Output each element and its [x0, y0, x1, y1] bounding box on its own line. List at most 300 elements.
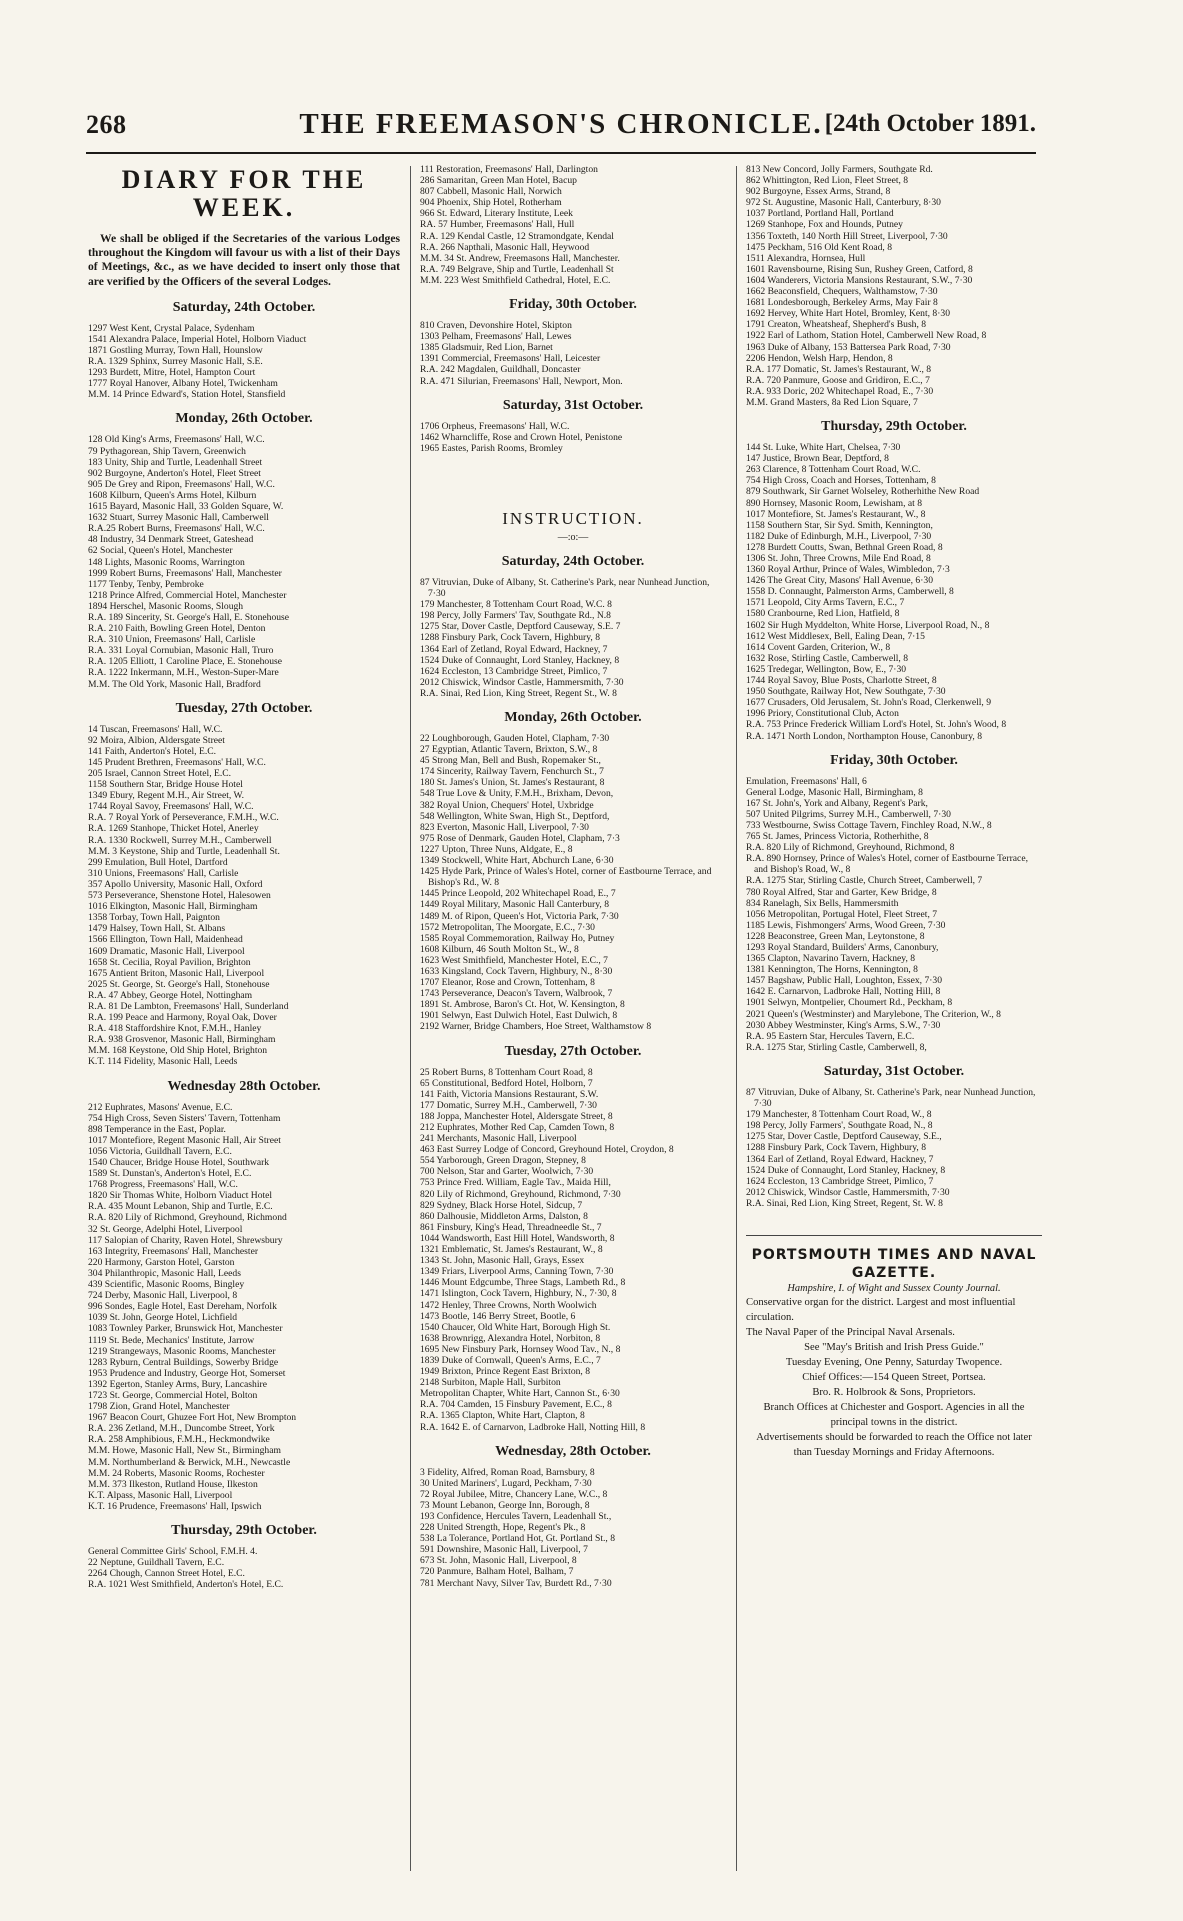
lodge-entry: R.A. 933 Doric, 202 Whitechapel Road, E., 7·30 — [746, 385, 934, 397]
lodge-entry: 1614 Covent Garden, Criterion, W., 8 — [746, 641, 891, 653]
lodge-entry: 2012 Chiswick, Windsor Castle, Hammersmith, 7·30 — [420, 676, 624, 688]
lodge-entry: 1218 Prince Alfred, Commercial Hotel, Manchester — [88, 589, 287, 601]
lodge-entry: 1949 Brixton, Prince Regent East Brixton, 8 — [420, 1366, 591, 1378]
lodge-entry: 1283 Ryburn, Central Buildings, Sowerby Bridge — [88, 1356, 279, 1368]
lodge-entry: 1479 Halsey, Town Hall, St. Albans — [88, 923, 226, 935]
lodge-entry: 905 De Grey and Ripon, Freemasons' Hall, W.C. — [88, 478, 275, 490]
lodge-entry: 79 Pythagorean, Ship Tavern, Greenwich — [88, 445, 246, 457]
day-heading: Friday, 30th October. — [509, 297, 637, 313]
thursday-list — [746, 442, 1042, 742]
lodge-entry: 141 Faith, Victoria Mansions Restaurant, S.W. — [420, 1088, 599, 1100]
lodge-entry: R.A. 129 Kendal Castle, 12 Stramondgate, Kendal — [420, 230, 614, 242]
lodge-entry: 1820 Sir Thomas White, Holborn Viaduct Hotel — [88, 1190, 273, 1202]
lodge-entry: 25 Robert Burns, 8 Tottenham Court Road, 8 — [420, 1066, 593, 1078]
lodge-entry: 48 Industry, 34 Denmark Street, Gateshead — [88, 534, 254, 546]
lodge-entry: 1839 Duke of Cornwall, Queen's Arms, E.C., 7 — [420, 1354, 601, 1366]
lodge-entry: 975 Rose of Denmark, Gauden Hotel, Clapham, 7·3 — [420, 832, 620, 844]
lodge-entry: K.T. 16 Prudence, Freemasons' Hall, Ipswich — [88, 1500, 262, 1512]
lodge-entry: 212 Euphrates, Mother Red Cap, Camden Town, 8 — [420, 1122, 615, 1133]
lodge-entry: 1524 Duke of Connaught, Lord Stanley, Hackney, 8 — [746, 1164, 946, 1176]
column-rule — [410, 166, 411, 1871]
lodge-entry: R.A. 418 Staffordshire Knot, F.M.H., Hanley — [88, 1023, 262, 1035]
lodge-entry: 996 Sondes, Eagle Hotel, East Dereham, Norfolk — [88, 1301, 277, 1313]
lodge-entry: 2264 Chough, Cannon Street Hotel, E.C. — [88, 1568, 245, 1580]
lodge-entry: 1677 Crusaders, Old Jerusalem, St. John's Road, Clerkenwell, 9 — [746, 697, 992, 709]
diary-intro: We shall be obliged if the Secretaries of the various Lodges throughout the Kingdom will favour us with a list of their Days of Meetings, &c., as we have decided to insert only those that are verified by the Officers of the several Lodges. — [88, 232, 400, 288]
lodge-entry: 1306 St. John, Three Crowns, Mile End Road, 8 — [746, 553, 931, 564]
lodge-entry: 1119 St. Bede, Mechanics' Institute, Jarrow — [88, 1334, 255, 1346]
lodge-entry: 382 Royal Union, Chequers' Hotel, Uxbridge — [420, 799, 594, 811]
lodge-entry: 357 Apollo University, Masonic Hall, Oxford — [88, 878, 263, 890]
lodge-entry: R.A. 820 Lily of Richmond, Greyhound, Richmond — [88, 1212, 287, 1224]
lodge-entry: 1744 Royal Savoy, Freemasons' Hall, W.C. — [88, 801, 254, 813]
lodge-entry: 1083 Townley Parker, Brunswick Hot, Manchester — [88, 1323, 283, 1335]
lodge-entry: 2192 Warner, Bridge Chambers, Hoe Street, Walthamstow 8 — [420, 1021, 652, 1033]
lodge-entry: R.A. 177 Domatic, St. James's Restaurant, W., 8 — [746, 363, 932, 375]
lodge-entry: 1462 Wharncliffe, Rose and Crown Hotel, Penistone — [420, 431, 623, 443]
page-date: [24th October 1891. — [824, 110, 1036, 137]
lodge-entry: 205 Israel, Cannon Street Hotel, E.C. — [88, 768, 232, 779]
lodge-entry: R.A. 1642 E. of Carnarvon, Ladbroke Hall, Notting Hill, 8 — [420, 1421, 646, 1433]
lodge-entry: 1445 Prince Leopold, 202 Whitechapel Road, E., 7 — [420, 888, 616, 900]
ad-text: Tuesday Evening, One Penny, Saturday Twopence. — [785, 1356, 1003, 1368]
lodge-entry: 167 St. John's, York and Albany, Regent's Park, — [746, 797, 928, 809]
page-header — [86, 104, 1036, 154]
lodge-entry: 128 Old King's Arms, Freemasons' Hall, W.C. — [88, 434, 265, 446]
lodge-entry: M.M. 34 St. Andrew, Freemasons Hall, Manchester. — [420, 252, 620, 264]
lodge-entry: General Committee Girls' School, F.M.H. 4. — [88, 1546, 258, 1557]
lodge-entry: 1681 Londesborough, Berkeley Arms, May Fair 8 — [746, 297, 938, 309]
lodge-entry: 163 Integrity, Freemasons' Hall, Manchester — [88, 1245, 259, 1257]
day-heading: Monday, 26th October. — [175, 411, 313, 427]
lodge-entry: 1446 Mount Edgcumbe, Three Stags, Lambeth Rd., 8 — [420, 1277, 626, 1289]
lodge-entry: 241 Merchants, Masonic Hall, Liverpool — [420, 1133, 577, 1145]
ad-text: Bro. R. Holbrook & Sons, Proprietors. — [812, 1386, 976, 1398]
column-rule — [736, 166, 737, 1871]
lodge-entry: 548 Wellington, White Swan, High St., Deptford, — [420, 810, 610, 822]
page-title: THE FREEMASON'S CHRONICLE. — [299, 108, 823, 140]
lodge-entry: 1425 Hyde Park, Prince of Wales's Hotel, corner of Eastbourne Terrace, and Bishop's Rd., W. 8 — [420, 866, 712, 889]
friday-list — [420, 320, 726, 387]
day-heading: Saturday, 24th October. — [501, 553, 645, 569]
lodge-entry: R.A. 720 Panmure, Goose and Gridiron, E.C., 7 — [746, 374, 930, 386]
advertisement — [746, 1235, 1042, 1460]
lodge-entry: 1227 Upton, Three Nuns, Aldgate, E., 8 — [420, 843, 573, 855]
lodge-entry: 1601 Ravensbourne, Rising Sun, Rushey Green, Catford, 8 — [746, 263, 973, 275]
lodge-entry: 193 Confidence, Hercules Tavern, Leadenhall St., — [420, 1511, 612, 1522]
lodge-entry: 1056 Metropolitan, Portugal Hotel, Fleet Street, 7 — [746, 908, 938, 920]
diary-days — [88, 299, 400, 1591]
lodge-entry: 1158 Southern Star, Sir Syd. Smith, Kennington, — [746, 519, 933, 531]
lodge-entry: 1963 Duke of Albany, 153 Battersea Park Road, 7·30 — [746, 341, 951, 353]
lodge-entry: R.A. 199 Peace and Harmony, Royal Oak, Dover — [88, 1012, 277, 1024]
day-heading: Wednesday 28th October. — [167, 1078, 321, 1094]
lodge-entry: 1558 D. Connaught, Palmerston Arms, Camberwell, 8 — [746, 586, 954, 598]
lodge-entry: 45 Strong Man, Bell and Bush, Ropemaker St., — [420, 755, 601, 767]
lodge-entry: 1580 Cranbourne, Red Lion, Hatfield, 8 — [746, 608, 900, 620]
lodge-entry: 781 Merchant Navy, Silver Tav, Burdett Rd., 7·30 — [420, 1577, 612, 1589]
lodge-entry: 183 Unity, Ship and Turtle, Leadenhall Street — [88, 456, 263, 468]
day-heading: Thursday, 29th October. — [821, 419, 967, 435]
lodge-entry: R.A. 242 Magdalen, Guildhall, Doncaster — [420, 364, 581, 376]
lodge-entry: R.A. 1205 Elliott, 1 Caroline Place, E. Stonehouse — [88, 656, 282, 668]
lodge-entry: R.A. 1330 Rockwell, Surrey M.H., Camberwell — [88, 834, 272, 846]
lodge-entry: 1293 Burdett, Mitre, Hotel, Hampton Court — [88, 367, 256, 379]
day-heading: Wednesday, 28th October. — [495, 1443, 651, 1459]
lodge-entry: 212 Euphrates, Masons' Avenue, E.C. — [88, 1101, 233, 1113]
lodge-entry: 1996 Priory, Constitutional Club, Acton — [746, 708, 899, 720]
lodge-entry: 591 Downshire, Masonic Hall, Liverpool, 7 — [420, 1544, 588, 1556]
lodge-entry: R.A. 310 Union, Freemasons' Hall, Carlisle — [88, 634, 256, 646]
lodge-entry: 1278 Burdett Coutts, Swan, Bethnal Green Road, 8 — [746, 541, 943, 553]
lodge-entry: 1566 Ellington, Town Hall, Maidenhead — [88, 934, 243, 946]
lodge-entry: 1642 E. Carnarvon, Ladbroke Hall, Notting Hill, 8 — [746, 986, 941, 998]
lodge-entry: R.A. 704 Camden, 15 Finsbury Pavement, E.C., 8 — [420, 1399, 612, 1411]
lodge-entry: 1891 St. Ambrose, Baron's Ct. Hot, W. Kensington, 8 — [420, 999, 625, 1011]
lodge-entry: 2012 Chiswick, Windsor Castle, Hammersmith, 7·30 — [746, 1186, 950, 1198]
lodge-entry: 1609 Dramatic, Masonic Hall, Liverpool — [88, 945, 245, 957]
lodge-entry: 1633 Kingsland, Cock Tavern, Highbury, N., 8·30 — [420, 965, 613, 977]
day-heading: Tuesday, 27th October. — [504, 1043, 642, 1059]
lodge-entry: 861 Finsbury, King's Head, Threadneedle St., 7 — [420, 1221, 602, 1233]
lodge-entry: 1604 Wanderers, Victoria Mansions Restaurant, S.W., 7·30 — [746, 274, 973, 286]
lodge-entry: 904 Phoenix, Ship Hotel, Rotherham — [420, 197, 562, 209]
lodge-entry: M.M. 14 Prince Edward's, Station Hotel, Stansfield — [88, 389, 286, 401]
friday-list — [746, 776, 1042, 1053]
lodge-entry: 1288 Finsbury Park, Cock Tavern, Highbury, 8 — [746, 1142, 926, 1154]
lodge-entry: 87 Vitruvian, Duke of Albany, St. Catherine's Park, near Nunhead Junction, 7·30 — [746, 1086, 1036, 1110]
page-number: 268 — [86, 110, 127, 139]
lodge-entry: 1489 M. of Ripon, Queen's Hot, Victoria Park, 7·30 — [420, 910, 619, 922]
lodge-entry: 1922 Earl of Lathom, Station Hotel, Camberwell New Road, 8 — [746, 330, 987, 342]
lodge-entry: 1037 Portland, Portland Hall, Portland — [746, 208, 894, 220]
lodge-entry: 463 East Surrey Lodge of Concord, Greyhound Hotel, Croydon, 8 — [420, 1144, 674, 1156]
lodge-entry: 1158 Southern Star, Bridge House Hotel — [88, 779, 243, 791]
lodge-entry: 174 Sincerity, Railway Tavern, Fenchurch St., 7 — [420, 766, 604, 778]
lodge-entry: 1392 Egerton, Stanley Arms, Bury, Lancashire — [88, 1378, 267, 1390]
lodge-entry: Metropolitan Chapter, White Hart, Cannon St., 6·30 — [420, 1388, 620, 1400]
lodge-entry: 72 Royal Jubilee, Mitre, Chancery Lane, W.C., 8 — [420, 1488, 608, 1500]
lodge-entry: 1965 Eastes, Parish Rooms, Bromley — [420, 442, 563, 454]
lodge-entry: 890 Hornsey, Masonic Room, Lewisham, at 8 — [746, 497, 923, 509]
lodge-entry: 1056 Victoria, Guildhall Tavern, E.C. — [88, 1145, 232, 1157]
lodge-entry: 1768 Progress, Freemasons' Hall, W.C. — [88, 1179, 238, 1191]
lodge-entry: 1343 St. John, Masonic Hall, Grays, Essex — [420, 1255, 585, 1267]
lodge-entry: 1297 West Kent, Crystal Palace, Sydenham — [88, 322, 255, 334]
lodge-entry: M.M. 168 Keystone, Old Ship Hotel, Brighton — [88, 1045, 268, 1057]
lodge-entry: 1871 Gostling Murray, Town Hall, Hounslow — [88, 345, 263, 356]
lodge-entry: General Lodge, Masonic Hall, Birmingham, 8 — [746, 786, 923, 798]
lodge-entry: 673 St. John, Masonic Hall, Liverpool, 8 — [420, 1555, 577, 1567]
day-heading: Saturday, 31st October. — [502, 397, 644, 413]
lodge-entry: 1365 Clapton, Navarino Tavern, Hackney, 8 — [746, 953, 916, 965]
lodge-entry: 1623 West Smithfield, Manchester Hotel, E.C., 7 — [420, 954, 608, 966]
day-entries — [420, 1067, 726, 1433]
column-1 — [88, 164, 400, 1874]
lodge-entry: R.A. 47 Abbey, George Hotel, Nottingham — [88, 989, 253, 1001]
lodge-entry: R.A. 938 Grosvenor, Masonic Hall, Birmingham — [88, 1034, 276, 1046]
lodge-entry: R.A. Sinai, Red Lion, King Street, Regent St., W. 8 — [420, 687, 617, 699]
lodge-entry: R.A. 189 Sincerity, St. George's Hall, E. Stonehouse — [88, 611, 290, 623]
lodge-entry: 1706 Orpheus, Freemasons' Hall, W.C. — [420, 420, 570, 432]
lodge-entry: 1675 Antient Briton, Masonic Hall, Liverpool — [88, 967, 265, 979]
lodge-entry: 966 St. Edward, Literary Institute, Leek — [420, 208, 573, 220]
lodge-entry: 148 Lights, Masonic Rooms, Warrington — [88, 556, 245, 568]
lodge-entry: M.M. 223 West Smithfield Cathedral, Hotel, E.C. — [420, 274, 611, 286]
lodge-entry: 1426 The Great City, Masons' Hall Avenue, 6·30 — [746, 575, 933, 587]
lodge-entry: 1894 Herschel, Masonic Rooms, Slough — [88, 600, 244, 612]
lodge-entry: 1744 Royal Savoy, Blue Posts, Charlotte Street, 8 — [746, 675, 937, 687]
day-entries — [420, 577, 726, 699]
ad-text: The Naval Paper of the Principal Naval Arsenals. — [746, 1326, 955, 1338]
lodge-entry: 1356 Toxteth, 140 North Hill Street, Liverpool, 7·30 — [746, 230, 948, 242]
lodge-entry: 2148 Surbiton, Maple Hall, Surbiton — [420, 1377, 561, 1389]
lodge-entry: K.T. Alpass, Masonic Hall, Liverpool — [88, 1489, 233, 1501]
lodge-entry: 1358 Torbay, Town Hall, Paignton — [88, 912, 220, 924]
lodge-entry: 765 St. James, Princess Victoria, Rotherhithe, 8 — [746, 831, 929, 843]
lodge-entry: 1589 St. Dunstan's, Anderton's Hotel, E.C. — [88, 1168, 252, 1180]
lodge-entry: 1541 Alexandra Palace, Imperial Hotel, Holborn Viaduct — [88, 333, 307, 345]
lodge-entry: R.A. 236 Zetland, M.H., Duncombe Street, York — [88, 1423, 275, 1435]
lodge-entry: R.A. 749 Belgrave, Ship and Turtle, Leadenhall St — [420, 263, 614, 275]
lodge-entry: R.A. 1365 Clapton, White Hart, Clapton, 8 — [420, 1410, 585, 1422]
lodge-entry: R.A. 81 De Lambton, Freemasons' Hall, Sunderland — [88, 1000, 289, 1012]
lodge-entry: K.T. 114 Fidelity, Masonic Hall, Leeds — [88, 1056, 238, 1068]
lodge-entry: Emulation, Freemasons' Hall, 6 — [746, 775, 867, 787]
lodge-entry: R.A. 1275 Star, Stirling Castle, Church Street, Camberwell, 7 — [746, 875, 983, 887]
lodge-entry: 2206 Hendon, Welsh Harp, Hendon, 8 — [746, 352, 893, 364]
lodge-entry: 1385 Gladsmuir, Red Lion, Barnet — [420, 342, 553, 354]
lodge-entry: 1391 Commercial, Freemasons' Hall, Leicester — [420, 353, 601, 365]
lodge-entry: 1662 Beaconsfield, Chequers, Walthamstow, 7·30 — [746, 286, 938, 298]
ad-text: Advertisements should be forwarded to reach the Office not later than Tuesday Mornings and Friday Afternoons. — [756, 1431, 1032, 1458]
lodge-entry: 2030 Abbey Westminster, King's Arms, S.W., 7·30 — [746, 1019, 941, 1031]
lodge-entry: 1624 Eccleston, 13 Cambridge Street, Pimlico, 7 — [420, 665, 608, 677]
day-entries — [88, 434, 400, 689]
day-entries — [88, 1546, 400, 1590]
lodge-entry: 180 St. James's Union, St. James's Restaurant, 8 — [420, 777, 605, 789]
lodge-entry: 1692 Hervey, White Hart Hotel, Bromley, Kent, 8·30 — [746, 308, 950, 320]
lodge-entry: R.A. 7 Royal York of Perseverance, F.M.H., W.C. — [88, 812, 279, 824]
lodge-entry: 823 Everton, Masonic Hall, Liverpool, 7·30 — [420, 821, 589, 833]
lodge-entry: 1608 Kilburn, 46 South Molton St., W., 8 — [420, 943, 579, 955]
lodge-entry: 1743 Perseverance, Deacon's Tavern, Walbrook, 7 — [420, 988, 613, 1000]
lodge-entry: 1658 St. Cecilia, Royal Pavilion, Brighton — [88, 956, 251, 968]
lodge-entry: 1039 St. John, George Hotel, Lichfield — [88, 1312, 238, 1324]
lodge-entry: 87 Vitruvian, Duke of Albany, St. Catherine's Park, near Nunhead Junction, 7·30 — [420, 576, 710, 600]
lodge-entry: 1275 Star, Dover Castle, Deptford Causeway, S.E., — [746, 1131, 942, 1143]
lodge-entry: 1602 Sir Hugh Myddelton, White Horse, Liverpool Road, N., 8 — [746, 619, 990, 631]
day-heading: Thursday, 29th October. — [171, 1523, 317, 1538]
ad-text: See "May's British and Irish Press Guide." — [804, 1341, 984, 1353]
lodge-entry: M.M. 24 Roberts, Masonic Rooms, Rochester — [88, 1467, 265, 1479]
day-heading: Saturday, 24th October. — [172, 299, 316, 315]
lodge-entry: 198 Percy, Jolly Farmers', Southgate Road, N., 8 — [746, 1120, 933, 1132]
lodge-entry: 834 Ranelagh, Six Bells, Hammersmith — [746, 897, 899, 909]
wednesday-continued-list — [746, 164, 1042, 408]
lodge-entry: 1624 Eccleston, 13 Cambridge Street, Pimlico, 7 — [746, 1175, 934, 1187]
lodge-entry: 220 Harmony, Garston Hotel, Garston — [88, 1256, 235, 1268]
instruction-title: INSTRUCTION. — [502, 508, 644, 528]
lodge-entry: 1999 Robert Burns, Freemasons' Hall, Manchester — [88, 567, 282, 579]
lodge-entry: R.A. 210 Faith, Bowling Green Hotel, Denton — [88, 623, 266, 635]
lodge-entry: M.M. 3 Keystone, Ship and Turtle, Leadenhall St. — [88, 845, 280, 857]
lodge-entry: M.M. The Old York, Masonic Hall, Bradford — [88, 678, 261, 690]
lodge-entry: 1017 Montefiore, St. James's Restaurant, W., 8 — [746, 508, 926, 520]
ad-title: PORTSMOUTH TIMES AND NAVAL GAZETTE. — [751, 1246, 1037, 1281]
lodge-entry: 263 Clarence, 8 Tottenham Court Road, W.C. — [746, 464, 921, 476]
lodge-entry: 810 Craven, Devonshire Hotel, Skipton — [420, 320, 572, 332]
day-entries — [88, 323, 400, 401]
lodge-entry: R.A. 95 Eastern Star, Hercules Tavern, E.C. — [746, 1030, 915, 1042]
lodge-entry: 1585 Royal Commemoration, Railway Ho, Putney — [420, 932, 615, 944]
lodge-entry: 304 Philanthropic, Masonic Hall, Leeds — [88, 1267, 241, 1279]
lodge-entry: R.A. 258 Amphibious, F.M.H., Heckmondwike — [88, 1434, 270, 1446]
lodge-entry: R.A. 890 Hornsey, Prince of Wales's Hotel, corner of Eastbourne Terrace, and Bishop's Road, W., 8 — [746, 853, 1028, 876]
lodge-entry: 879 Southwark, Sir Garnet Wolseley, Rotherhithe New Road — [746, 486, 980, 498]
diary-title: DIARY FOR THE WEEK. — [121, 165, 367, 222]
lodge-entry: 1471 Islington, Cock Tavern, Highbury, N., 7·30, 8 — [420, 1288, 617, 1300]
instruction-days — [420, 553, 726, 1589]
lodge-entry: 1612 West Middlesex, Bell, Ealing Dean, 7·15 — [746, 630, 925, 642]
lodge-entry: 1571 Leopold, City Arms Tavern, E.C., 7 — [746, 597, 905, 609]
lodge-entry: 700 Nelson, Star and Garter, Woolwich, 7·30 — [420, 1166, 594, 1178]
lodge-entry: 1182 Duke of Edinburgh, M.H., Liverpool, 7·30 — [746, 530, 932, 542]
lodge-entry: 1349 Friars, Liverpool Arms, Canning Town, 7·30 — [420, 1266, 614, 1278]
lodge-entry: 1017 Montefiore, Regent Masonic Hall, Air Street — [88, 1134, 281, 1146]
lodge-entry: 820 Lily of Richmond, Greyhound, Richmond, 7·30 — [420, 1188, 621, 1200]
lodge-entry: 554 Yarborough, Green Dragon, Stepney, 8 — [420, 1155, 586, 1167]
lodge-entry: 1293 Royal Standard, Builders' Arms, Canonbury, — [746, 942, 939, 953]
lodge-entry: 1349 Ebury, Regent M.H., Air Street, W. — [88, 790, 245, 802]
lodge-entry: 1364 Earl of Zetland, Royal Edward, Hackney, 7 — [746, 1153, 934, 1165]
lodge-entry: R.A. 753 Prince Frederick William Lord's Hotel, St. John's Wood, 8 — [746, 719, 1007, 731]
lodge-entry: 310 Unions, Freemasons' Hall, Carlisle — [88, 867, 239, 879]
lodge-entry: 1364 Earl of Zetland, Royal Edward, Hackney, 7 — [420, 643, 608, 655]
lodge-entry: 439 Scientific, Masonic Rooms, Bingley — [88, 1279, 245, 1291]
lodge-entry: 1360 Royal Arthur, Prince of Wales, Wimbledon, 7·3 — [746, 564, 950, 576]
lodge-entry: 733 Westbourne, Swiss Cottage Tavern, Finchley Road, N.W., 8 — [746, 819, 992, 831]
lodge-entry: 1638 Brownrigg, Alexandra Hotel, Norbiton, 8 — [420, 1332, 601, 1344]
lodge-entry: 807 Cabbell, Masonic Hall, Norwich — [420, 186, 562, 198]
lodge-entry: 1219 Strangeways, Masonic Rooms, Manchester — [88, 1345, 276, 1357]
lodge-entry: 1632 Rose, Stirling Castle, Camberwell, 8 — [746, 652, 909, 664]
lodge-entry: 286 Samaritan, Green Man Hotel, Bacup — [420, 175, 577, 187]
lodge-entry: 2021 Queen's (Westminster) and Marylebone, The Criterion, W., 8 — [746, 1008, 1001, 1020]
lodge-entry: 1695 New Finsbury Park, Hornsey Wood Tav., N., 8 — [420, 1343, 621, 1355]
lodge-entry: 1540 Chaucer, Bridge House Hotel, Southwark — [88, 1157, 270, 1168]
lodge-entry: 92 Moira, Albion, Aldersgate Street — [88, 734, 225, 746]
lodge-entry: 1791 Creaton, Wheatsheaf, Shepherd's Bush, 8 — [746, 319, 927, 331]
lodge-entry: 972 St. Augustine, Masonic Hall, Canterbury, 8·30 — [746, 197, 941, 209]
ad-text: Chief Offices:—154 Queen Street, Portsea. — [802, 1371, 986, 1383]
lodge-entry: 22 Neptune, Guildhall Tavern, E.C. — [88, 1557, 225, 1569]
day-entries — [88, 1102, 400, 1512]
lodge-entry: 753 Prince Fred. William, Eagle Tav., Maida Hill, — [420, 1177, 611, 1189]
lodge-entry: 117 Salopian of Charity, Raven Hotel, Shrewsbury — [88, 1234, 283, 1246]
lodge-entry: 299 Emulation, Bull Hotel, Dartford — [88, 856, 228, 868]
saturday-list — [420, 421, 726, 454]
lodge-entry: 754 High Cross, Seven Sisters' Tavern, Tottenham — [88, 1112, 281, 1124]
lodge-entry: 27 Egyptian, Atlantic Tavern, Brixton, S.W., 8 — [420, 744, 598, 756]
lodge-entry: 1228 Beaconstree, Green Man, Leytonstone, 8 — [746, 930, 925, 942]
lodge-entry: 1185 Lewis, Fishmongers' Arms, Wood Green, 7·30 — [746, 919, 946, 931]
lodge-entry: R.A. 435 Mount Lebanon, Ship and Turtle, E.C. — [88, 1201, 273, 1213]
day-heading: Tuesday, 27th October. — [175, 700, 313, 716]
lodge-entry: 177 Domatic, Surrey M.H., Camberwell, 7·30 — [420, 1099, 597, 1111]
lodge-entry: 32 St. George, Adelphi Hotel, Liverpool — [88, 1223, 243, 1235]
lodge-entry: 1288 Finsbury Park, Cock Tavern, Highbury, 8 — [420, 632, 600, 644]
lodge-entry: 73 Mount Lebanon, George Inn, Borough, 8 — [420, 1499, 590, 1511]
day-heading: Monday, 26th October. — [504, 710, 642, 725]
lodge-entry: 1511 Alexandra, Hornsea, Hull — [746, 252, 866, 264]
lodge-entry: 179 Manchester, 8 Tottenham Court Road, W.C. 8 — [420, 599, 612, 611]
lodge-entry: 179 Manchester, 8 Tottenham Court Road, W., 8 — [746, 1109, 932, 1121]
lodge-entry: 548 True Love & Unity, F.M.H., Brixham, Devon, — [420, 788, 614, 800]
lodge-entry: 1950 Southgate, Railway Hot, New Southgate, 7·30 — [746, 686, 946, 698]
lodge-entry: 507 United Pilgrims, Surrey M.H., Camberwell, 7·30 — [746, 808, 951, 820]
lodge-entry: 144 St. Luke, White Hart, Chelsea, 7·30 — [746, 442, 901, 454]
lodge-entry: 1381 Kennington, The Horns, Kennington, 8 — [746, 964, 918, 976]
lodge-entry: R.A.25 Robert Burns, Freemasons' Hall, W.C. — [88, 523, 265, 535]
lodge-entry: R.A. Sinai, Red Lion, King Street, Regent, St. W. 8 — [746, 1197, 943, 1209]
lodge-entry: R.A. 1269 Stanhope, Thicket Hotel, Anerley — [88, 823, 259, 835]
lodge-entry: 1632 Stuart, Surrey Masonic Hall, Camberwell — [88, 512, 269, 524]
lodge-entry: 898 Temperance in the East, Poplar. — [88, 1123, 226, 1135]
lodge-entry: RA. 57 Humber, Freemasons' Hall, Hull — [420, 219, 575, 231]
lodge-entry: 1475 Peckham, 516 Old Kent Road, 8 — [746, 241, 893, 253]
lodge-entry: 1608 Kilburn, Queen's Arms Hotel, Kilburn — [88, 489, 257, 501]
lodge-entry: 860 Dalhousie, Middleton Arms, Dalston, 8 — [420, 1210, 588, 1222]
lodge-entry: 22 Loughborough, Gauden Hotel, Clapham, 7·30 — [420, 733, 610, 744]
lodge-entry: 1901 Selwyn, East Dulwich Hotel, East Dulwich, 8 — [420, 1010, 618, 1022]
lodge-entry: 1303 Pelham, Freemasons' Hall, Lewes — [420, 331, 572, 343]
column-3 — [746, 164, 1042, 1874]
lodge-entry: 3 Fidelity, Alfred, Roman Road, Barnsbury, 8 — [420, 1466, 595, 1478]
lodge-entry: R.A. 1329 Sphinx, Surrey Masonic Hall, S.E. — [88, 356, 263, 368]
day-heading: Friday, 30th October. — [830, 752, 958, 768]
lodge-entry: 1540 Chaucer, Old White Hart, Borough High St. — [420, 1321, 611, 1333]
lodge-entry: 2025 St. George, St. George's Hall, Stonehouse — [88, 978, 270, 990]
lodge-entry: 573 Perseverance, Shenstone Hotel, Halesowen — [88, 890, 271, 902]
lodge-entry: 902 Burgoyne, Anderton's Hotel, Fleet Street — [88, 467, 261, 479]
lodge-entry: 1473 Bootle, 146 Berry Street, Bootle, 6 — [420, 1310, 576, 1322]
lodge-entry: 1967 Beacon Court, Ghuzee Fort Hot, New Brompton — [88, 1412, 297, 1424]
lodge-entry: 145 Prudent Brethren, Freemasons' Hall, W.C. — [88, 756, 266, 768]
day-heading: Saturday, 31st October. — [823, 1063, 965, 1079]
lodge-entry: 862 Whittington, Red Lion, Fleet Street, 8 — [746, 175, 909, 187]
divider: —:o:— — [557, 531, 589, 543]
lodge-entry: 780 Royal Alfred, Star and Garter, Kew Bridge, 8 — [746, 886, 937, 898]
lodge-entry: 65 Constitutional, Bedford Hotel, Holborn, 7 — [420, 1077, 593, 1089]
lodge-entry: R.A. 1222 Inkermann, M.H., Weston-Super-Mare — [88, 667, 279, 679]
day-entries — [88, 724, 400, 1068]
lodge-entry: M.M. Howe, Masonic Hall, New St., Birmingham — [88, 1445, 281, 1457]
ad-subtitle: Hampshire, I. of Wight and Sussex County Journal. — [787, 1282, 1001, 1294]
lodge-entry: 813 New Concord, Jolly Farmers, Southgate Rd. — [746, 164, 933, 175]
lodge-entry: 829 Sydney, Black Horse Hotel, Sidcup, 7 — [420, 1199, 583, 1211]
day-entries — [420, 733, 726, 1033]
lodge-entry: 30 United Mariners', Lugard, Peckham, 7·30 — [420, 1477, 592, 1489]
lodge-entry: 724 Derby, Masonic Hall, Liverpool, 8 — [88, 1290, 238, 1302]
ad-text: Conservative organ for the district. Largest and most influential circulation. — [746, 1296, 1016, 1323]
lodge-entry: 1349 Stockwell, White Hart, Abchurch Lane, 6·30 — [420, 855, 614, 867]
lodge-entry: R.A. 266 Napthali, Masonic Hall, Heywood — [420, 241, 590, 253]
lodge-entry: 1901 Selwyn, Montpelier, Choumert Rd., Peckham, 8 — [746, 997, 953, 1009]
lodge-entry: 902 Burgoyne, Essex Arms, Strand, 8 — [746, 186, 891, 198]
lodge-entry: 1472 Henley, Three Crowns, North Woolwich — [420, 1299, 597, 1311]
lodge-entry: 228 United Strength, Hope, Regent's Pk., 8 — [420, 1522, 586, 1534]
